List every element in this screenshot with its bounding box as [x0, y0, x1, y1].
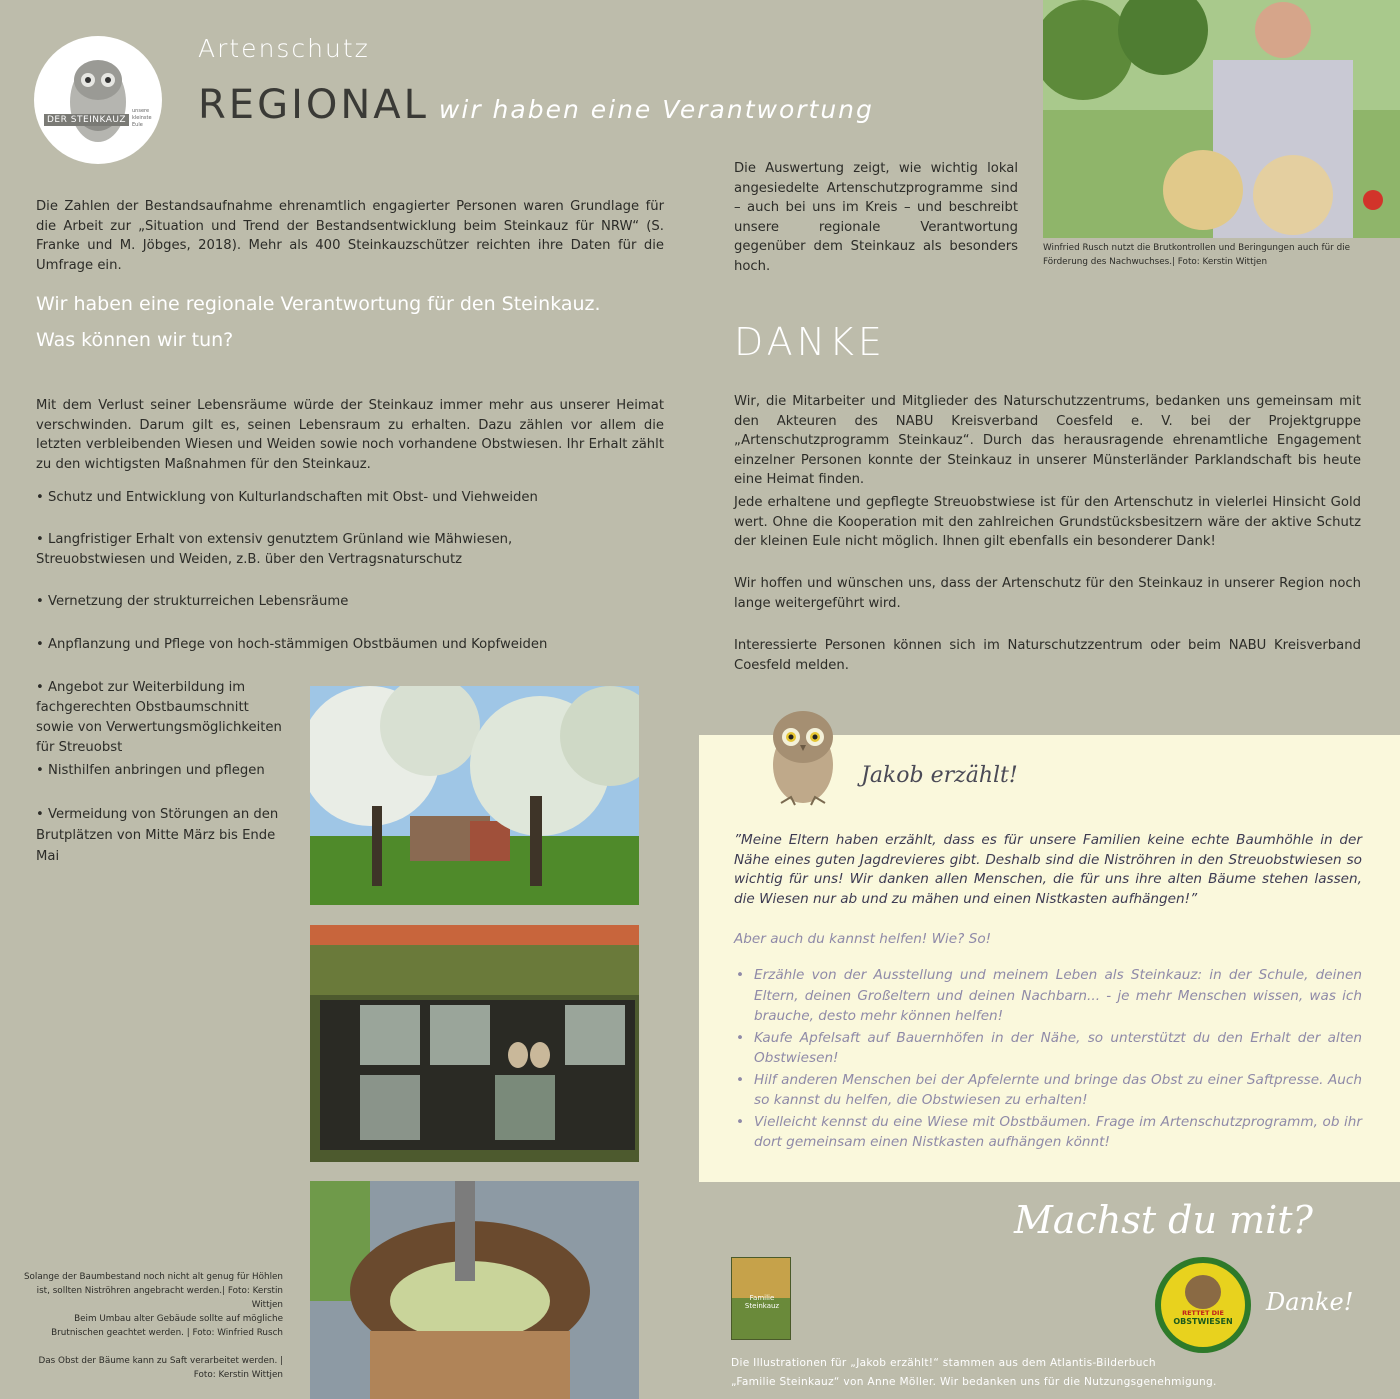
jakob-quote: ”Meine Eltern haben erzählt, dass es für unsere Familien keine echte Baumhöhle in der Nähe eines guten Jagdrevieres gibt. Deshalb sind die Niströhren in den Streuobstwiesen so wichtig für uns! Wir danken allen Menschen, die für uns ihre alten Bäume stehen lassen, die Wiesen nur ab und zu mähen und einen Nistkasten aufhängen!”: [734, 832, 1362, 907]
photo-caption-ringing: Winfried Rusch nutzt die Brutkontrollen und Beringungen auch für die Förderung des Nachwuchses.| Foto: Kerstin Wittjen: [1043, 243, 1351, 267]
contact-paragraph: Interessierte Personen können sich im Naturschutzzentrum oder beim NABU Kreisverband Coesfeld melden.: [734, 638, 1361, 673]
caption-cider: Das Obst der Bäume kann zu Saft verarbeitet werden. | Foto: Kerstin Wittjen: [38, 1356, 283, 1380]
bullet-item: • Schutz und Entwicklung von Kulturlandschaften mit Obst- und Viehweiden: [36, 490, 538, 505]
credit-line-1: Die Illustrationen für „Jakob erzählt!“ stammen aus dem Atlantis-Bilderbuch: [731, 1357, 1156, 1369]
list-item: • Erzähle von der Ausstellung und meinem Leben als Steinkauz: in der Schule, deinen Eltern, deinen Großeltern und deinen Nachbarn... - je mehr Menschen wissen, was ich brauche, desto mehr können helfen!: [734, 965, 1362, 1027]
call-to-action: Machst du mit?: [1014, 1198, 1313, 1242]
danke-heading: DANKE: [734, 320, 886, 364]
credits: [731, 1354, 1217, 1392]
obstwiesen-badge: [1155, 1257, 1251, 1353]
owl-ringing-photo: [1043, 0, 1400, 238]
list-item: • Vielleicht kennst du eine Wiese mit Obstbäumen. Frage im Artenschutzprogramm, ob ihr dort gemeinsam einen Nistkasten aufhängen könnt!: [734, 1112, 1362, 1153]
owl-badge-icon: [1185, 1275, 1221, 1309]
jakob-title: Jakob erzählt!: [861, 763, 1018, 788]
owl-illustration-icon: [761, 699, 845, 811]
habitat-paragraph: Mit dem Verlust seiner Lebensräume würde der Steinkauz immer mehr aus unserer Heimat verschwinden. Darum gilt es, seinen Lebensraum zu erhalten. Dazu zählen vor allem die letzten verbleibenden Wiesen und Weiden sowie noch vorhandene Obstwiesen. Ihr Erhalt zählt zu den wichtigsten Maßnahmen für den Steinkauz.: [36, 398, 664, 472]
lead-question: Was können wir tun?: [36, 329, 234, 351]
tips-list: [734, 965, 1362, 1154]
logo-text: DER STEINKAUZ: [44, 114, 129, 126]
jakob-box: [699, 735, 1400, 1182]
bullet-item: • Langfristiger Erhalt von extensiv genutztem Grünland wie Mähwiesen, Streuobstwiesen und Weiden, z.B. über den Vertragsnaturschutz: [36, 532, 513, 567]
page-subtitle: wir haben eine Verantwortung: [438, 95, 874, 124]
list-item: • Hilf anderen Menschen bei der Apfelernte und bringe das Obst zu einer Saftpresse. Auch so kannst du helfen, die Obstwiesen zu erhalten!: [734, 1070, 1362, 1111]
bullet-item: • Nisthilfen anbringen und pflegen: [36, 763, 265, 778]
cider-press-photo: [310, 1181, 639, 1399]
evaluation-paragraph: Die Auswertung zeigt, wie wichtig lokal angesiedelte Artenschutzprogramme sind – auch bei uns im Kreis – und beschreibt unsere regionale Verantwortung gegenüber dem Steinkauz als besonders hoch.: [734, 161, 1018, 274]
orchard-photo: [310, 686, 639, 905]
lead-responsibility: Wir haben eine regionale Verantwortung für den Steinkauz.: [36, 293, 601, 315]
steinkauz-logo: [34, 36, 162, 164]
bullet-item: • Vermeidung von Störungen an den Brutplätzen von Mitte März bis Ende Mai: [36, 807, 279, 864]
danke-sign: Danke!: [1266, 1288, 1354, 1316]
book-cover: [731, 1257, 791, 1340]
badge-top: RETTET DIE: [1182, 1309, 1224, 1317]
badge-main: OBSTWIESEN: [1173, 1317, 1233, 1326]
list-item: • Kaufe Apfelsaft auf Bauernhöfen in der Nähe, so unterstützt du den Erhalt der alten Obstwiesen!: [734, 1028, 1362, 1069]
bullet-item: • Angebot zur Weiterbildung im fachgerechten Obstbaumschnitt sowie von Verwertungsmöglichkeiten für Streuobst: [36, 680, 282, 755]
hope-paragraph: Wir hoffen und wünschen uns, dass der Artenschutz für den Steinkauz in unserer Region noch lange weitergeführt wird.: [734, 576, 1361, 611]
caption-nesting-tubes: Solange der Baumbestand noch nicht alt genug für Höhlen ist, sollten Niströhren angebracht werden.| Foto: Kerstin Wittjen: [23, 1272, 283, 1310]
book-title: Familie Steinkauz: [744, 1294, 780, 1310]
credit-line-2: „Familie Steinkauz“ von Anne Möller. Wir bedanken uns für die Nutzungsgenehmigung.: [731, 1376, 1217, 1388]
orchard-paragraph: Jede erhaltene und gepflegte Streuobstwiese ist für den Artenschutz in vielerlei Hinsicht Gold wert. Ohne die Kooperation mit den zahlreichen Grundstücksbesitzern wäre der aktive Schutz der kleinen Eule nicht möglich. Ihnen gilt ebenfalls ein besonderer Dank!: [734, 495, 1361, 549]
caption-barn: Beim Umbau alter Gebäude sollte auf mögliche Brutnischen geachtet werden. | Foto: Winfried Rusch: [51, 1314, 283, 1338]
title-regional: REGIONAL: [198, 82, 429, 128]
owl-logo-icon: [34, 36, 162, 164]
thanks-paragraph: Wir, die Mitarbeiter und Mitglieder des Naturschutzzentrums, bedanken uns gemeinsam mit den Akteuren des NABU Kreisverband Coesfeld e. V. bei der Projektgruppe „Artenschutzprogramm Steinkauz“. Durch das herausragende ehrenamtliche Engagement einzelner Personen konnte der Steinkauz in unserer Münsterländer Parklandschaft bis heute eine Heimat finden.: [734, 394, 1361, 487]
page-title: [198, 82, 874, 128]
kicker: Artenschutz: [198, 34, 370, 63]
intro-paragraph: Die Zahlen der Bestandsaufnahme ehrenamtlich engagierter Personen waren Grundlage für die Arbeit zur „Situation und Trend der Bestandsentwicklung beim Steinkauz für NRW“ (S. Franke und M. Jöbges, 2018). Mehr als 400 Steinkauzschützer reichten ihre Daten für die Umfrage ein.: [36, 199, 664, 273]
bullet-item: • Anpflanzung und Pflege von hoch-stämmigen Obstbäumen und Kopfweiden: [36, 637, 548, 652]
help-heading: Aber auch du kannst helfen! Wie? So!: [734, 931, 992, 947]
logo-subtext: unsere kleinste Eule: [132, 108, 152, 128]
bullet-item: • Vernetzung der strukturreichen Lebensräume: [36, 594, 349, 609]
barn-owls-photo: [310, 925, 639, 1162]
